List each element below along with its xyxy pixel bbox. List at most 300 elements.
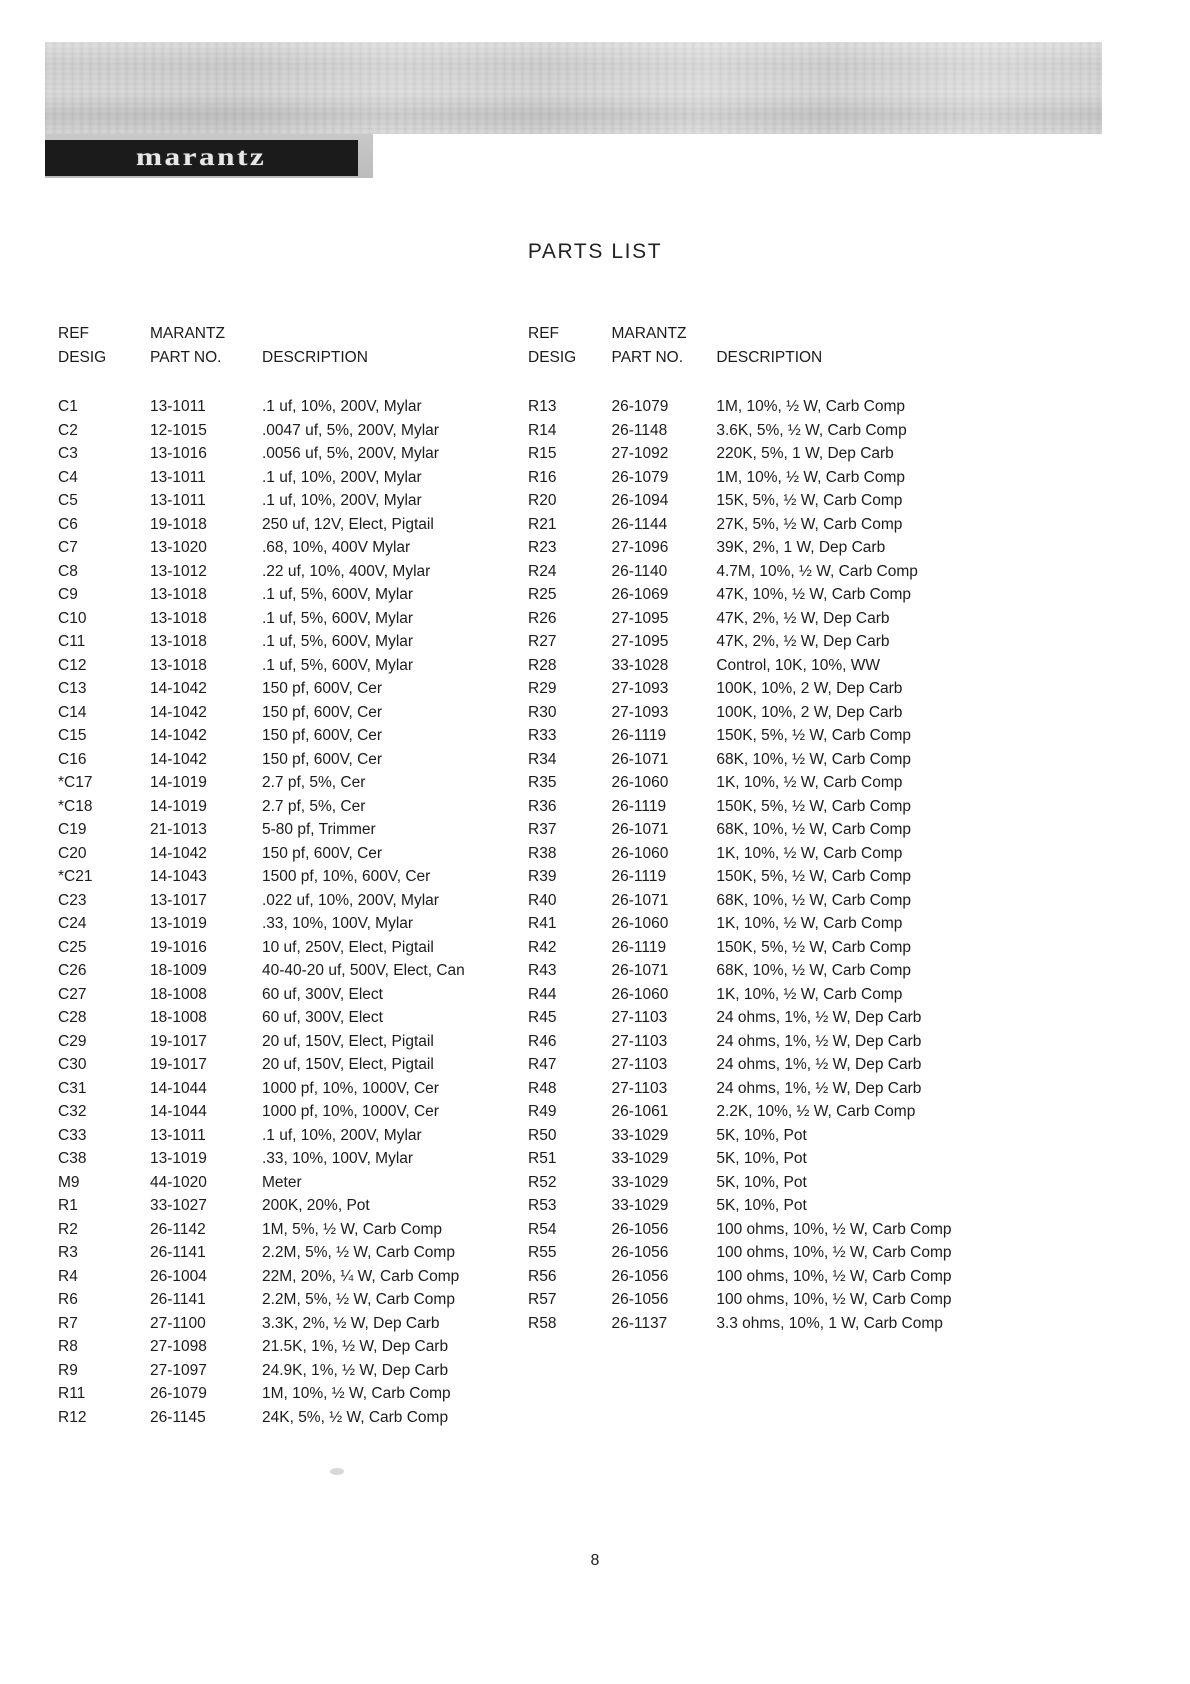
cell-part-number: 13-1011 [150,492,206,509]
cell-part-number: 27-1097 [150,1361,207,1379]
cell-ref-desig: R9 [58,1361,78,1379]
cell-ref-desig: R42 [528,938,557,956]
cell-part-number: 12-1015 [150,421,207,439]
table-row [58,677,465,701]
cell-ref-desig: R53 [528,1197,557,1214]
header-ref-line2-right: DESIG [528,348,577,366]
cell-description: 150K, 5%, ½ W, Carb Comp [716,727,912,744]
cell-ref-desig: C20 [58,844,87,862]
cell-description: 24 ohms, 1%, ½ W, Dep Carb [716,1009,922,1026]
cell-part-number: 27-1103 [611,1079,668,1097]
cell-description: 15K, 5%, ½ W, Carb Comp [716,492,903,509]
cell-description: 3.3 ohms, 10%, 1 W, Carb Comp [716,1314,943,1332]
cell-description: 10 uf, 250V, Elect, Pigtail [262,938,434,956]
cell-part-number: 18-1008 [150,1009,207,1026]
cell-ref-desig: R1 [58,1197,78,1214]
cell-part-number: 26-1144 [611,515,668,533]
cell-part-number: 21-1013 [150,821,207,838]
cell-ref-desig: R23 [528,539,557,556]
table-row [58,442,465,466]
cell-part-number: 26-1060 [611,844,669,862]
table-row [528,818,1028,842]
table-row [58,1124,465,1148]
table-row [58,1006,465,1030]
cell-description: .1 uf, 10%, 200V, Mylar [262,398,422,415]
cell-part-number: 27-1103 [611,1009,668,1026]
cell-part-number: 14-1042 [150,680,207,697]
cell-ref-desig: R49 [528,1103,557,1120]
cell-part-number: 13-1018 [150,656,207,674]
cell-description: 24 ohms, 1%, ½ W, Dep Carb [716,1079,922,1097]
cell-description: .1 uf, 10%, 200V, Mylar [262,468,422,486]
table-row [528,983,1028,1007]
cell-part-number: 33-1027 [150,1197,207,1214]
page-title: PARTS LIST [527,240,663,263]
cell-description: 150 pf, 600V, Cer [262,680,383,697]
cell-ref-desig: C8 [58,562,78,580]
cell-description: 2.2M, 5%, ½ W, Carb Comp [262,1291,455,1308]
cell-description: 2.7 pf, 5%, Cer [262,774,366,791]
table-row [528,419,1028,443]
table-row [528,1077,1028,1101]
cell-description: Control, 10K, 10%, WW [716,656,880,674]
table-header-row-2-right [528,346,1028,370]
cell-description: 24 ohms, 1%, ½ W, Dep Carb [716,1032,922,1050]
cell-part-number: 27-1092 [611,445,669,462]
table-row [528,1100,1028,1124]
table-row [528,724,1028,748]
table-row [528,1288,1028,1312]
table-row [58,1030,465,1054]
cell-part-number: 27-1096 [611,539,669,556]
cell-part-number: 13-1018 [150,586,207,603]
cell-description: .022 uf, 10%, 200V, Mylar [262,891,439,909]
table-row [528,536,1028,560]
cell-description: 22M, 20%, ¼ W, Carb Comp [262,1267,460,1285]
cell-ref-desig: R37 [528,821,557,838]
cell-part-number: 26-1071 [611,962,669,979]
cell-description: 3.6K, 5%, ½ W, Carb Comp [716,421,907,439]
table-row [528,654,1028,678]
cell-ref-desig: *C17 [58,774,93,791]
cell-part-number: 19-1017 [150,1032,207,1050]
cell-description: 150 pf, 600V, Cer [262,750,383,768]
cell-part-number: 26-1056 [611,1267,669,1285]
cell-ref-desig: C33 [58,1126,87,1144]
cell-description: 68K, 10%, ½ W, Carb Comp [716,891,912,909]
parts-rows-right [528,395,1028,1335]
cell-part-number: 14-1042 [150,844,207,862]
table-row [528,1194,1028,1218]
cell-description: 1500 pf, 10%, 600V, Cer [262,868,431,885]
cell-ref-desig: R27 [528,633,557,650]
cell-description: .33, 10%, 100V, Mylar [262,1150,414,1167]
cell-part-number: 44-1020 [150,1173,207,1191]
cell-description: 1M, 10%, ½ W, Carb Comp [262,1385,451,1402]
header-description: DESCRIPTION [262,348,368,366]
cell-ref-desig: C13 [58,680,87,697]
cell-part-number: 13-1011 [150,398,206,415]
header-desc-spacer-right [716,322,1028,346]
cell-ref-desig: R30 [528,703,557,721]
cell-ref-desig: R44 [528,985,557,1003]
cell-ref-desig: C3 [58,445,78,462]
cell-description: 250 uf, 12V, Elect, Pigtail [262,515,434,533]
cell-ref-desig: R47 [528,1056,557,1073]
cell-description: 47K, 10%, ½ W, Carb Comp [716,586,912,603]
cell-part-number: 26-1148 [611,421,668,439]
parts-column-left [58,322,528,1429]
table-row [58,701,465,725]
cell-part-number: 18-1008 [150,985,207,1003]
cell-description: .1 uf, 5%, 600V, Mylar [262,609,414,627]
cell-part-number: 26-1137 [611,1314,668,1332]
cell-part-number: 14-1042 [150,727,207,744]
cell-description: 20 uf, 150V, Elect, Pigtail [262,1056,434,1073]
table-row [528,1053,1028,1077]
header-part-line2: PART NO. [150,348,222,366]
parts-rows-left [58,395,465,1429]
cell-description: 5K, 10%, Pot [716,1197,807,1214]
scan-artifact-speck [330,1468,344,1475]
cell-description: .68, 10%, 400V Mylar [262,539,411,556]
cell-description: 150K, 5%, ½ W, Carb Comp [716,938,912,956]
table-row [528,489,1028,513]
scan-noise-band-top [45,42,1102,134]
cell-ref-desig: C30 [58,1056,87,1073]
table-row [58,1241,465,1265]
table-row [58,983,465,1007]
cell-ref-desig: C7 [58,539,78,556]
cell-description: 150K, 5%, ½ W, Carb Comp [716,868,912,885]
cell-part-number: 14-1019 [150,797,207,815]
cell-part-number: 14-1043 [150,868,207,885]
table-row [58,1265,465,1289]
cell-ref-desig: C32 [58,1103,87,1120]
cell-ref-desig: C26 [58,962,87,979]
cell-ref-desig: R50 [528,1126,557,1144]
cell-description: 4.7M, 10%, ½ W, Carb Comp [716,562,918,580]
cell-part-number: 27-1095 [611,609,669,627]
cell-description: 1M, 5%, ½ W, Carb Comp [262,1220,443,1238]
cell-part-number: 27-1095 [611,633,669,650]
cell-ref-desig: R8 [58,1338,78,1355]
cell-part-number: 14-1044 [150,1079,207,1097]
header-part-line1-right: MARANTZ [611,325,687,342]
cell-description: 68K, 10%, ½ W, Carb Comp [716,962,912,979]
header-desc-spacer [262,322,465,346]
cell-ref-desig: C11 [58,633,86,650]
cell-description: 5K, 10%, Pot [716,1173,807,1191]
table-row [528,701,1028,725]
cell-part-number: 26-1071 [611,821,669,838]
table-row [58,1077,465,1101]
cell-description: .0056 uf, 5%, 200V, Mylar [262,445,439,462]
table-row [58,1100,465,1124]
cell-description: 150 pf, 600V, Cer [262,703,383,721]
cell-description: 100K, 10%, 2 W, Dep Carb [716,680,903,697]
cell-description: 1000 pf, 10%, 1000V, Cer [262,1103,439,1120]
table-header-row-2 [58,346,465,370]
cell-description: 60 uf, 300V, Elect [262,1009,383,1026]
cell-part-number: 13-1018 [150,609,207,627]
table-row [58,842,465,866]
cell-part-number: 26-1079 [611,398,669,415]
cell-ref-desig: R34 [528,750,557,768]
cell-ref-desig: R7 [58,1314,78,1332]
cell-ref-desig: C25 [58,938,87,956]
cell-description: .22 uf, 10%, 400V, Mylar [262,562,431,580]
table-row [58,1312,465,1336]
table-row [528,912,1028,936]
cell-description: 150K, 5%, ½ W, Carb Comp [716,797,912,815]
cell-ref-desig: R46 [528,1032,557,1050]
cell-ref-desig: R43 [528,962,557,979]
cell-part-number: 26-1060 [611,774,669,791]
cell-ref-desig: R56 [528,1267,557,1285]
cell-description: 1K, 10%, ½ W, Carb Comp [716,844,903,862]
cell-ref-desig: R54 [528,1220,557,1238]
cell-part-number: 14-1042 [150,750,207,768]
cell-ref-desig: R38 [528,844,557,862]
cell-ref-desig: R16 [528,468,557,486]
marantz-logo-text: marantz [136,144,267,171]
cell-ref-desig: C31 [58,1079,87,1097]
cell-ref-desig: *C18 [58,797,93,815]
table-row [58,1406,465,1430]
cell-description: .33, 10%, 100V, Mylar [262,915,414,932]
table-header-row-1 [58,322,465,346]
cell-part-number: 26-1119 [611,938,667,956]
cell-description: 100 ohms, 10%, ½ W, Carb Comp [716,1244,952,1261]
cell-ref-desig: R33 [528,727,557,744]
cell-description: 1M, 10%, ½ W, Carb Comp [716,468,905,486]
table-row [58,419,465,443]
cell-ref-desig: R45 [528,1009,557,1026]
cell-description: 60 uf, 300V, Elect [262,985,383,1003]
header-description-right: DESCRIPTION [716,348,823,366]
cell-description: .1 uf, 5%, 600V, Mylar [262,586,414,603]
cell-part-number: 18-1009 [150,962,207,979]
cell-description: 1K, 10%, ½ W, Carb Comp [716,985,903,1003]
cell-part-number: 13-1019 [150,915,207,932]
cell-part-number: 19-1017 [150,1056,207,1073]
cell-part-number: 13-1017 [150,891,207,909]
table-row [58,1147,465,1171]
cell-description: 2.2K, 10%, ½ W, Carb Comp [716,1103,916,1120]
cell-ref-desig: R14 [528,421,557,439]
cell-ref-desig: R39 [528,868,557,885]
cell-ref-desig: R52 [528,1173,557,1191]
table-row [528,889,1028,913]
cell-part-number: 13-1016 [150,445,207,462]
table-row [528,936,1028,960]
table-row [58,1288,465,1312]
cell-ref-desig: R2 [58,1220,78,1238]
table-row [58,936,465,960]
table-row [528,1006,1028,1030]
table-row [58,724,465,748]
header-part-line1: MARANTZ [150,325,225,342]
cell-description: 40-40-20 uf, 500V, Elect, Can [262,962,465,979]
table-row [528,1218,1028,1242]
cell-part-number: 19-1016 [150,938,207,956]
cell-part-number: 27-1103 [611,1056,668,1073]
table-row [528,1147,1028,1171]
cell-part-number: 26-1056 [611,1244,669,1261]
table-row [58,560,465,584]
cell-part-number: 26-1079 [611,468,669,486]
table-row [58,536,465,560]
cell-ref-desig: C27 [58,985,87,1003]
cell-part-number: 13-1018 [150,633,207,650]
cell-part-number: 26-1061 [611,1103,669,1120]
cell-description: 220K, 5%, 1 W, Dep Carb [716,445,894,462]
cell-part-number: 27-1093 [611,680,669,697]
table-row [528,583,1028,607]
cell-part-number: 26-1141 [150,1244,206,1261]
cell-part-number: 26-1071 [611,891,669,909]
header-ref-line1-right: REF [528,325,559,342]
cell-description: 47K, 2%, ½ W, Dep Carb [716,609,890,627]
cell-part-number: 13-1011 [150,468,206,486]
cell-ref-desig: R41 [528,915,557,932]
cell-ref-desig: R28 [528,656,557,674]
cell-description: 1K, 10%, ½ W, Carb Comp [716,774,903,791]
table-row [528,630,1028,654]
cell-description: 5-80 pf, Trimmer [262,821,376,838]
cell-ref-desig: C14 [58,703,87,721]
cell-ref-desig: C6 [58,515,78,533]
cell-ref-desig: R58 [528,1314,557,1332]
table-row [58,1335,465,1359]
table-row [58,654,465,678]
cell-ref-desig: C16 [58,750,87,768]
cell-part-number: 27-1103 [611,1032,668,1050]
table-row [58,607,465,631]
table-row [58,1194,465,1218]
cell-description: 200K, 20%, Pot [262,1197,370,1214]
table-row [528,795,1028,819]
table-row [528,677,1028,701]
cell-part-number: 14-1042 [150,703,207,721]
table-row [528,466,1028,490]
table-row [58,489,465,513]
table-row [58,513,465,537]
table-row [528,1241,1028,1265]
table-row [528,1030,1028,1054]
table-row [528,1265,1028,1289]
cell-ref-desig: R12 [58,1408,87,1426]
cell-ref-desig: R57 [528,1291,557,1308]
cell-part-number: 26-1071 [611,750,669,768]
cell-ref-desig: R48 [528,1079,557,1097]
cell-part-number: 26-1119 [611,868,667,885]
cell-part-number: 19-1018 [150,515,207,533]
cell-description: 100K, 10%, 2 W, Dep Carb [716,703,903,721]
cell-ref-desig: C10 [58,609,87,627]
cell-ref-desig: R24 [528,562,557,580]
table-row [528,865,1028,889]
header-part-line2-right: PART NO. [611,348,684,366]
parts-column-right [528,322,1028,1335]
page-number: 8 [590,1552,600,1569]
cell-part-number: 14-1019 [150,774,207,791]
cell-part-number: 26-1079 [150,1385,207,1402]
cell-description: 24.9K, 1%, ½ W, Dep Carb [262,1361,449,1379]
cell-ref-desig: R15 [528,445,557,462]
cell-description: 1M, 10%, ½ W, Carb Comp [716,398,905,415]
cell-description: 5K, 10%, Pot [716,1150,807,1167]
cell-description: 20 uf, 150V, Elect, Pigtail [262,1032,434,1050]
cell-ref-desig: R11 [58,1385,86,1402]
table-row [528,959,1028,983]
table-row [528,1171,1028,1195]
cell-description: 68K, 10%, ½ W, Carb Comp [716,821,912,838]
cell-part-number: 13-1011 [150,1126,206,1144]
table-row [58,1359,465,1383]
marantz-logo [45,140,358,176]
cell-description: 3.3K, 2%, ½ W, Dep Carb [262,1314,440,1332]
cell-part-number: 26-1142 [150,1220,206,1238]
cell-description: 24K, 5%, ½ W, Carb Comp [262,1408,449,1426]
cell-ref-desig: C23 [58,891,87,909]
parts-table-left [58,322,465,1429]
cell-description: .1 uf, 10%, 200V, Mylar [262,1126,422,1144]
cell-description: 2.2M, 5%, ½ W, Carb Comp [262,1244,455,1261]
table-row [58,889,465,913]
cell-description: 21.5K, 1%, ½ W, Dep Carb [262,1338,449,1355]
cell-description: 100 ohms, 10%, ½ W, Carb Comp [716,1291,952,1308]
table-row [528,395,1028,419]
cell-part-number: 26-1056 [611,1220,669,1238]
cell-ref-desig: C15 [58,727,87,744]
cell-part-number: 26-1060 [611,915,669,932]
cell-ref-desig: R3 [58,1244,78,1261]
table-row [528,607,1028,631]
table-row [58,395,465,419]
cell-part-number: 26-1145 [150,1408,206,1426]
cell-part-number: 26-1119 [611,727,667,744]
cell-ref-desig: R29 [528,680,557,697]
cell-part-number: 26-1069 [611,586,669,603]
cell-ref-desig: R20 [528,492,557,509]
header-gap-row-right [528,369,1028,395]
cell-part-number: 33-1028 [611,656,669,674]
cell-ref-desig: R36 [528,797,557,815]
table-row [58,959,465,983]
table-row [58,1053,465,1077]
cell-part-number: 26-1094 [611,492,669,509]
cell-part-number: 26-1140 [611,562,668,580]
cell-description: 150 pf, 600V, Cer [262,727,383,744]
table-row [528,1124,1028,1148]
cell-ref-desig: C12 [58,656,87,674]
cell-ref-desig: R35 [528,774,557,791]
header-ref-line1: REF [58,325,89,342]
table-row [528,842,1028,866]
cell-description: .1 uf, 5%, 600V, Mylar [262,633,414,650]
cell-ref-desig: C4 [58,468,78,486]
table-row [528,513,1028,537]
cell-ref-desig: C5 [58,492,78,509]
cell-description: .1 uf, 5%, 600V, Mylar [262,656,414,674]
cell-part-number: 13-1020 [150,539,207,556]
table-row [528,1312,1028,1336]
table-row [58,912,465,936]
table-row [58,865,465,889]
cell-description: 100 ohms, 10%, ½ W, Carb Comp [716,1267,952,1285]
